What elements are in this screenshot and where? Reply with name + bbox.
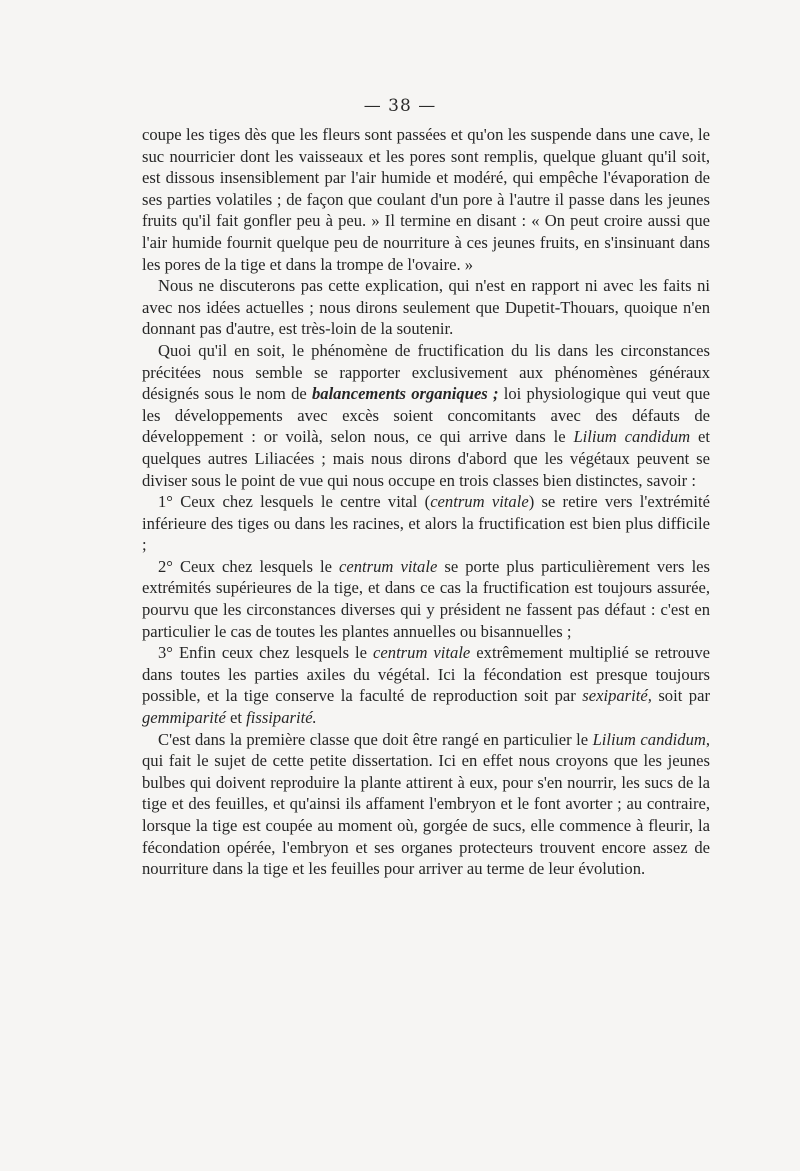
text-run: extrêmement multiplié se retrouve dans toutes les parties axiles du végétal. Ici la fécondation est presque toujours possible, et la tige conserve la faculté de reproduction soit par — [142, 643, 710, 706]
text-run: , qui fait le sujet de cette petite dissertation. Ici en effet nous croyons que les jeunes bulbes qui doivent reproduire la plante attirent à eux, pour s'en nourrir, les sucs de la tige et des feuilles, et qu'ainsi ils affament l'embryon et le font avorter ; au contraire, lorsque la tige est coupée au moment où, gorgée de sucs, elle commence à fleurir, la fécondation opérée, l'embryon et ses organes protecteurs trouvent encore assez de nourriture dans la tige et les feuilles pour arriver au terme de leur évolution. — [142, 729, 711, 879]
paragraph — [142, 642, 710, 728]
text-run: 2° Ceux chez lesquels le — [158, 556, 340, 576]
paragraph — [142, 491, 710, 556]
italic-text: centrum vitale — [430, 492, 529, 512]
italic-text: sexiparité, — [582, 686, 652, 706]
page-number: — 38 — — [363, 96, 437, 116]
italic-text: gemmiparité — [142, 708, 226, 728]
paragraph — [142, 556, 710, 642]
text-run: Quoi qu'il en soit, le phénomène de fructification du lis dans les circonstances précitées nous semble se rapporter exclusivement aux phénomènes généraux désignés sous le nom de — [142, 340, 710, 404]
text-run: soit par — [651, 686, 710, 706]
text-run: et quelques autres Liliacées ; mais nous dirons d'abord que les végétaux peuvent se diviser sous le point de vue qui nous occupe en trois classes bien distinctes, savoir : — [142, 427, 710, 490]
text-run: se porte plus particulièrement vers les extrémités supérieures de la tige, et dans ce cas la fructification est toujours assurée, pourvu que les circonstances diverses qui y président ne fassent pas défaut : c'est en particulier le cas de toutes les plantes annuelles ou bisannuelles ; — [142, 556, 711, 641]
bold-italic-text: balancements organiques ; — [311, 384, 499, 404]
paragraph — [142, 275, 710, 340]
text-run: 3° Enfin ceux chez lesquels le — [158, 643, 374, 663]
text-run: loi physiologique qui veut que les développements avec excès soient concomitants avec des défauts de développement : or voilà, selon nous, ce qui arrive dans le — [142, 384, 710, 447]
text-run: et — [225, 708, 247, 728]
text-run: Nous ne discuterons pas cette explication, qui n'est en rapport ni avec les faits ni avec nos idées actuelles ; nous dirons seulement que Dupetit-Thouars, quoique n'en donnant pas d'autre, est très-loin de la soutenir. — [142, 276, 710, 339]
text-run: ) se retire vers l'extrémité inférieure des tiges ou dans les racines, et alors la fructification est bien plus difficile ; — [142, 492, 710, 555]
paragraph — [142, 124, 710, 275]
paragraph — [142, 729, 710, 880]
text-run: 1° Ceux chez lesquels le centre vital ( — [158, 492, 431, 512]
text-run: coupe les tiges dès que les fleurs sont passées et qu'on les suspende dans une cave, le suc nourricier dont les vaisseaux et les pores sont remplis, quelque gluant qu'il soit, est dissous insensiblement par l'air humide et modéré, qui empêche l'évaporation de ses parties volatiles ; de façon que coulant d'un pore à l'autre il passe dans les jeunes fruits qu'il fait gonfler peu à peu. » Il termine en disant : « On peut croire aussi que l'air humide fournit quelque peu de nourriture à ces jeunes fruits, en s'insinuant dans les pores de la tige et dans la trompe de l'ovaire. » — [142, 125, 710, 274]
italic-text: fissiparité. — [246, 708, 317, 728]
italic-text: centrum vitale — [373, 643, 471, 663]
body-text — [142, 124, 710, 880]
italic-text: Lilium candidum — [592, 729, 706, 749]
text-run: C'est dans la première classe que doit être rangé en particulier le — [158, 729, 593, 749]
italic-text: centrum vitale — [339, 556, 438, 576]
paragraph — [142, 340, 710, 491]
italic-text: Lilium candidum — [573, 427, 691, 447]
